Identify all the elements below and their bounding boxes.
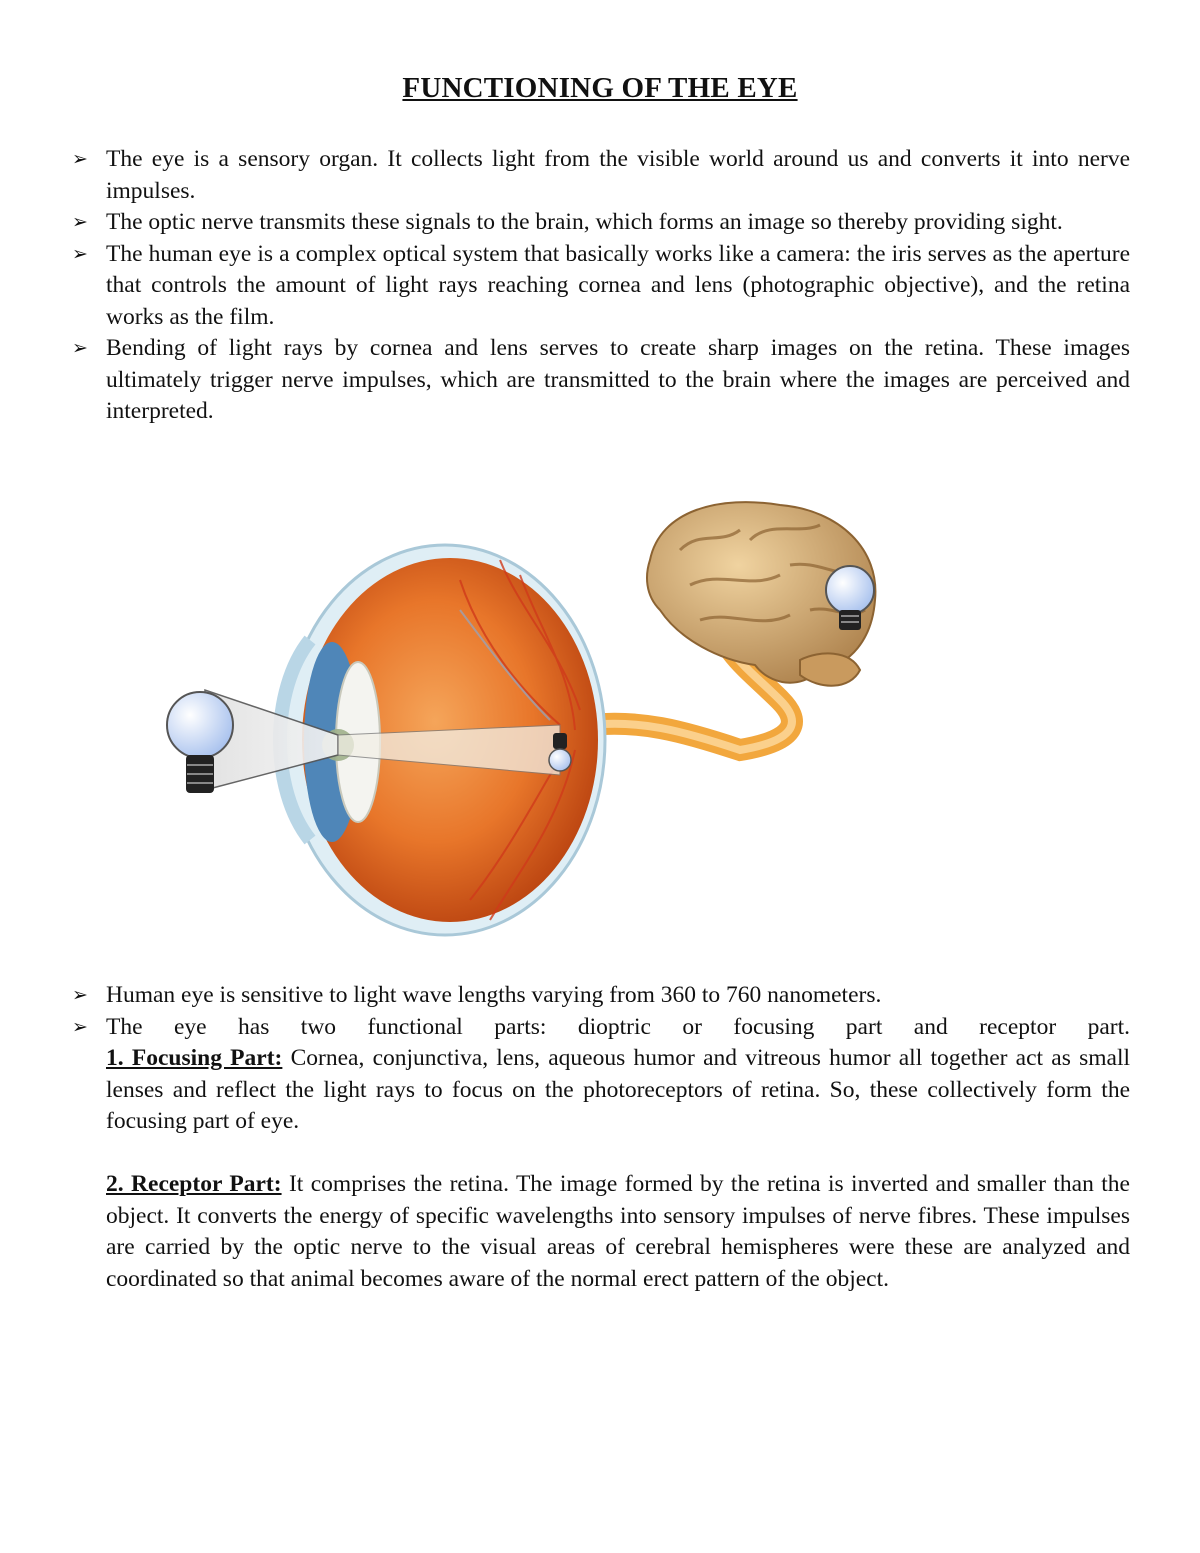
bullet-item	[70, 980, 1130, 1012]
bullet-item	[70, 333, 1130, 428]
bullet-text: Bending of light rays by cornea and lens serves to create sharp images on the retina. These images ultimately trigger nerve impulses, which are transmitted to the brain where the images are perceived and interpreted.	[106, 335, 1130, 424]
receptor-part-paragraph	[106, 1169, 1130, 1295]
receptor-part-text: It comprises the retina. The image formed by the retina is inverted and smaller than the object. It converts the energy of specific wavelengths into sensory impulses of nerve fibres. These impulses are carried by the optic nerve to the visual areas of cerebral hemispheres were these are analyzed and coordinated so that animal becomes aware of the normal erect pattern of the object.	[106, 1171, 1130, 1292]
arrow-bullet-icon: ➢	[72, 211, 88, 233]
focusing-part-paragraph	[106, 1043, 1130, 1138]
bullet-item	[70, 207, 1130, 239]
arrow-bullet-icon: ➢	[72, 148, 88, 170]
details-bullet-list	[70, 980, 1130, 1295]
bullet-item	[70, 239, 1130, 334]
arrow-bullet-icon: ➢	[72, 1015, 88, 1038]
arrow-bullet-icon: ➢	[72, 242, 88, 265]
bullet-item	[70, 1012, 1130, 1296]
bullet-text: The eye is a sensory organ. It collects light from the visible world around us and converts it into nerve impulses.	[106, 146, 1130, 204]
focusing-part-title: 1. Focusing Part:	[106, 1045, 283, 1071]
bullet-item	[70, 144, 1130, 207]
bullet-text: The optic nerve transmits these signals to the brain, which forms an image so thereby providing sight.	[106, 209, 1063, 235]
page-title: FUNCTIONING OF THE EYE	[402, 72, 798, 104]
bullet-text: Human eye is sensitive to light wave lengths varying from 360 to 760 nanometers.	[106, 982, 882, 1008]
intro-bullet-list	[70, 144, 1130, 428]
arrow-bullet-icon: ➢	[72, 984, 88, 1006]
parts-intro: The eye has two functional parts: dioptric or focusing part and receptor part.	[106, 1013, 1130, 1040]
arrow-bullet-icon: ➢	[72, 337, 88, 359]
receptor-part-title: 2. Receptor Part:	[106, 1171, 282, 1197]
eye-brain-illustration	[160, 490, 890, 950]
bullet-text: The human eye is a complex optical system that basically works like a camera: the iris serves as the aperture that controls the amount of light rays reaching cornea and lens (photographic objective), and the retina works as the film.	[106, 240, 1130, 330]
focusing-part-text: Cornea, conjunctiva, lens, aqueous humor and vitreous humor all together act as small lenses and reflect the light rays to focus on the photoreceptors of retina. So, these collectively form the focusing part of eye.	[106, 1045, 1131, 1134]
